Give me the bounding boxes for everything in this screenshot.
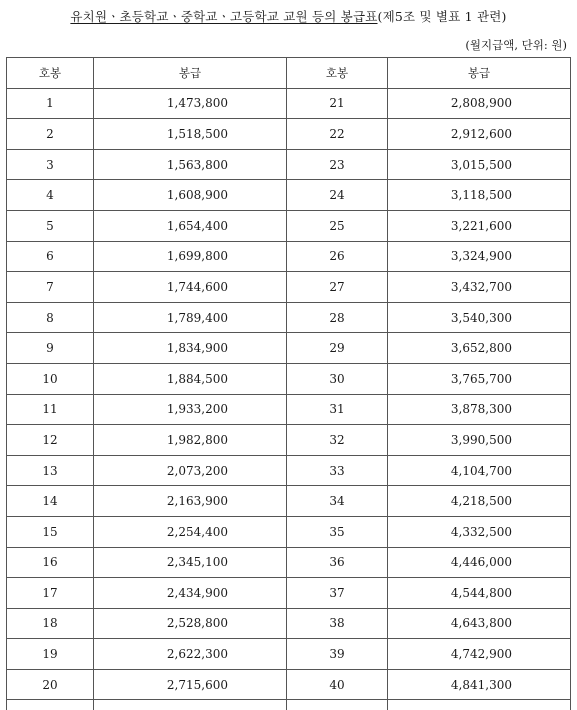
step-cell: 4 [7,180,94,211]
pay-cell: 4,104,700 [388,455,571,486]
empty-cell [287,700,388,710]
step-cell: 16 [7,547,94,578]
step-cell: 13 [7,455,94,486]
pay-cell: 4,332,500 [388,516,571,547]
salary-table [6,57,571,710]
step-cell: 17 [7,578,94,609]
pay-cell: 2,528,800 [94,608,287,639]
table-body [7,88,571,710]
step-cell: 30 [287,363,388,394]
pay-cell: 3,878,300 [388,394,571,425]
step-cell: 27 [287,272,388,303]
pay-cell: 1,563,800 [94,149,287,180]
pay-cell: 1,654,400 [94,210,287,241]
table-row [7,210,571,241]
step-cell: 24 [287,180,388,211]
step-cell: 26 [287,241,388,272]
empty-cell [7,700,94,710]
pay-cell: 3,221,600 [388,210,571,241]
step-cell: 12 [7,425,94,456]
step-cell: 10 [7,363,94,394]
header-pay-left: 봉급 [94,58,287,89]
pay-cell: 2,715,600 [94,669,287,700]
table-row [7,302,571,333]
pay-cell: 3,432,700 [388,272,571,303]
step-cell: 8 [7,302,94,333]
step-cell: 37 [287,578,388,609]
empty-cell [388,700,571,710]
table-row [7,578,571,609]
step-cell: 29 [287,333,388,364]
step-cell: 18 [7,608,94,639]
step-cell: 11 [7,394,94,425]
table-row [7,119,571,150]
step-cell: 34 [287,486,388,517]
table-row [7,516,571,547]
table-row [7,425,571,456]
step-cell: 28 [287,302,388,333]
pay-cell: 1,789,400 [94,302,287,333]
pay-cell: 2,622,300 [94,639,287,670]
step-cell: 7 [7,272,94,303]
table-row [7,88,571,119]
pay-cell: 2,073,200 [94,455,287,486]
step-cell: 38 [287,608,388,639]
table-row [7,333,571,364]
step-cell: 9 [7,333,94,364]
table-row [7,363,571,394]
step-cell: 20 [7,669,94,700]
pay-cell: 2,808,900 [388,88,571,119]
header-step-right: 호봉 [287,58,388,89]
pay-cell: 2,912,600 [388,119,571,150]
pay-cell: 4,544,800 [388,578,571,609]
pay-cell: 3,765,700 [388,363,571,394]
pay-cell: 4,643,800 [388,608,571,639]
pay-cell: 1,608,900 [94,180,287,211]
step-cell: 40 [287,669,388,700]
step-cell: 23 [287,149,388,180]
step-cell: 35 [287,516,388,547]
table-row [7,486,571,517]
pay-cell: 3,015,500 [388,149,571,180]
step-cell: 36 [287,547,388,578]
title-main: 유치원ㆍ초등학교ㆍ중학교ㆍ고등학교 교원 등의 봉급표 [70,9,378,24]
pay-cell: 3,118,500 [388,180,571,211]
pay-cell: 3,324,900 [388,241,571,272]
step-cell: 39 [287,639,388,670]
table-row [7,394,571,425]
pay-cell: 1,982,800 [94,425,287,456]
table-row [7,149,571,180]
pay-cell: 4,841,300 [388,669,571,700]
pay-cell: 1,884,500 [94,363,287,394]
unit-note: (월지급액, 단위: 원) [465,38,567,52]
pay-cell: 1,744,600 [94,272,287,303]
title-reference: (제5조 및 별표 1 관련) [377,9,507,24]
table-continuation-row [7,700,571,710]
pay-cell: 2,434,900 [94,578,287,609]
header-pay-right: 봉급 [388,58,571,89]
step-cell: 2 [7,119,94,150]
step-cell: 14 [7,486,94,517]
pay-cell: 3,652,800 [388,333,571,364]
step-cell: 21 [287,88,388,119]
pay-cell: 2,345,100 [94,547,287,578]
step-cell: 1 [7,88,94,119]
table-row [7,455,571,486]
pay-cell: 4,742,900 [388,639,571,670]
pay-cell: 1,518,500 [94,119,287,150]
step-cell: 15 [7,516,94,547]
pay-cell: 1,473,800 [94,88,287,119]
pay-cell: 3,990,500 [388,425,571,456]
pay-cell: 2,163,900 [94,486,287,517]
table-row [7,547,571,578]
step-cell: 31 [287,394,388,425]
step-cell: 6 [7,241,94,272]
step-cell: 19 [7,639,94,670]
pay-cell: 1,699,800 [94,241,287,272]
pay-cell: 1,933,200 [94,394,287,425]
step-cell: 3 [7,149,94,180]
header-step-left: 호봉 [7,58,94,89]
step-cell: 25 [287,210,388,241]
table-row [7,272,571,303]
step-cell: 5 [7,210,94,241]
table-row [7,639,571,670]
pay-cell: 3,540,300 [388,302,571,333]
empty-cell [94,700,287,710]
pay-cell: 1,834,900 [94,333,287,364]
table-row [7,241,571,272]
table-row [7,669,571,700]
pay-cell: 4,218,500 [388,486,571,517]
pay-cell: 2,254,400 [94,516,287,547]
table-row [7,180,571,211]
step-cell: 33 [287,455,388,486]
document-title [0,7,577,25]
table-row [7,608,571,639]
table-header-row [7,58,571,89]
pay-cell: 4,446,000 [388,547,571,578]
step-cell: 22 [287,119,388,150]
step-cell: 32 [287,425,388,456]
